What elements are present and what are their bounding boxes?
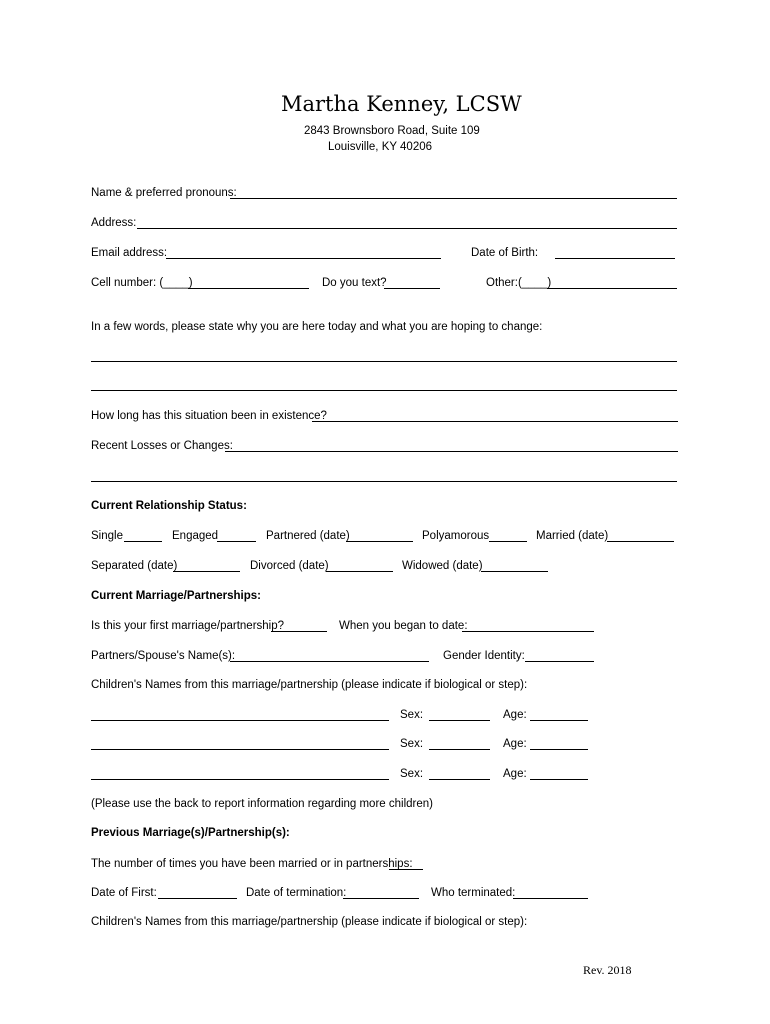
child-3-name-line[interactable] [91,779,389,780]
polyamorous-label: Polyamorous [422,530,490,542]
email-line[interactable] [166,258,441,259]
previous-marriage-heading: Previous Marriage(s)/Partnership(s): [91,827,290,839]
gender-identity-label: Gender Identity: [443,650,525,662]
polyamorous-line[interactable] [489,541,527,542]
child-2-age-label: Age: [503,738,527,750]
child-2-sex-line[interactable] [429,749,490,750]
children-current-label: Children's Names from this marriage/partnership (please indicate if biological or step): [91,679,528,691]
child-1-age-line[interactable] [530,720,588,721]
revision-label: Rev. 2018 [583,963,632,977]
practitioner-name: Martha Kenney, LCSW [281,92,522,116]
who-terminated-line[interactable] [513,898,588,899]
spouse-name-label: Partners/Spouse's Name(s): [91,650,236,662]
engaged-line[interactable] [217,541,256,542]
address-line[interactable] [137,228,677,229]
current-marriage-heading: Current Marriage/Partnerships: [91,590,261,602]
how-long-label: How long has this situation been in existence? [91,410,327,422]
single-line[interactable] [124,541,162,542]
text-label: Do you text? [322,277,387,289]
times-married-line[interactable] [389,869,423,870]
separated-label: Separated (date) [91,560,178,572]
address-line-2: Louisville, KY 40206 [328,141,432,153]
divorced-label: Divorced (date) [250,560,329,572]
separated-line[interactable] [173,571,240,572]
date-termination-line[interactable] [343,898,419,899]
who-terminated-label: Who terminated: [431,887,516,899]
cell-line[interactable] [188,288,309,289]
relationship-heading: Current Relationship Status: [91,500,247,512]
married-label: Married (date) [536,530,609,542]
child-3-age-label: Age: [503,768,527,780]
widowed-label: Widowed (date) [402,560,483,572]
gender-identity-line[interactable] [525,661,594,662]
engaged-label: Engaged [172,530,219,542]
partnered-label: Partnered (date) [266,530,350,542]
child-2-name-line[interactable] [91,749,389,750]
cell-label: Cell number: (____) [91,277,193,289]
name-line[interactable] [230,198,677,199]
child-1-name-line[interactable] [91,720,389,721]
began-date-line[interactable] [462,631,594,632]
reason-line-2[interactable] [91,390,677,391]
reason-line-1[interactable] [91,361,677,362]
address-line-1: 2843 Brownsboro Road, Suite 109 [304,125,480,137]
times-married-label: The number of times you have been married or in partnerships: [91,858,413,870]
email-label: Email address: [91,247,168,259]
child-1-age-label: Age: [503,709,527,721]
child-3-sex-line[interactable] [429,779,490,780]
spouse-name-line[interactable] [230,661,429,662]
address-label: Address: [91,217,137,229]
dob-line[interactable] [555,258,675,259]
text-line[interactable] [384,288,440,289]
reason-label: In a few words, please state why you are here today and what you are hoping to change: [91,321,543,333]
widowed-line[interactable] [481,571,548,572]
divorced-line[interactable] [326,571,393,572]
first-marriage-line[interactable] [271,631,327,632]
other-label: Other:(____) [486,277,552,289]
child-2-age-line[interactable] [530,749,588,750]
child-1-sex-label: Sex: [400,709,424,721]
other-line[interactable] [547,288,677,289]
children-note: (Please use the back to report information regarding more children) [91,798,433,810]
first-marriage-label: Is this your first marriage/partnership? [91,620,285,632]
began-date-label: When you began to date: [339,620,468,632]
partnered-line[interactable] [346,541,413,542]
name-label: Name & preferred pronouns: [91,187,237,199]
single-label: Single [91,530,123,542]
child-3-age-line[interactable] [530,779,588,780]
date-first-label: Date of First: [91,887,157,899]
child-2-sex-label: Sex: [400,738,424,750]
dob-label: Date of Birth: [471,247,539,259]
date-termination-label: Date of termination: [246,887,347,899]
married-line[interactable] [607,541,674,542]
child-1-sex-line[interactable] [429,720,490,721]
losses-line[interactable] [225,451,678,452]
losses-label: Recent Losses or Changes: [91,440,233,452]
children-previous-label: Children's Names from this marriage/partnership (please indicate if biological or step): [91,916,528,928]
date-first-line[interactable] [158,898,237,899]
losses-line-2[interactable] [91,481,677,482]
child-3-sex-label: Sex: [400,768,424,780]
how-long-line[interactable] [312,421,678,422]
